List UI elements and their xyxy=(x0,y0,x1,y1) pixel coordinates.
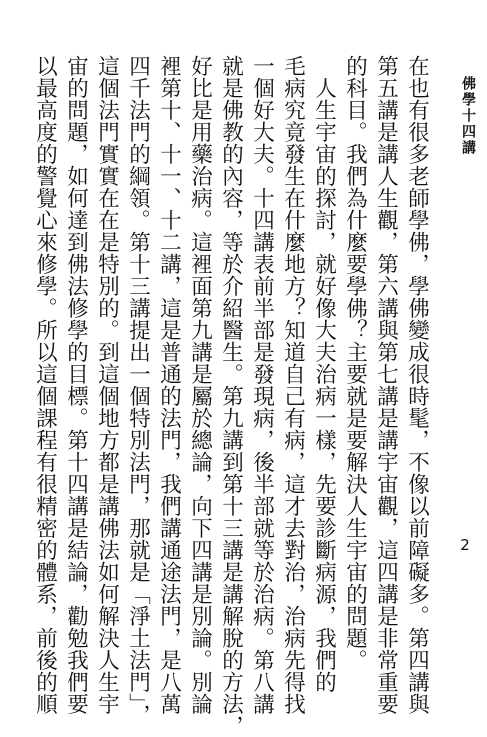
text-column-7: 就是佛教的內容，等於介紹醫生。第九講到第十三講是講解脫的方法， xyxy=(218,55,244,737)
text-column-12: 宙的問題，如何達到佛法修學的目標。第十四講是結論，勸勉我們要 xyxy=(63,55,89,715)
text-column-10: 四千法門的綱領。第十三講提出一個特別法門，那就是「淨土法門」， xyxy=(125,55,151,727)
text-column-5: 毛病究竟發生在什麼地方？知道自己有病，這才去對治，治病先得找 xyxy=(280,55,306,715)
text-column-13: 以最高度的警覺心來修學。所以這個課程有很精密的體系，前後的順 xyxy=(32,55,58,715)
page-number: 2 xyxy=(460,536,470,554)
running-head: 佛學十四講 xyxy=(460,76,476,156)
text-column-4: 人生宇宙的探討，就好像大夫治病一樣，先要診斷病源，我們的 xyxy=(311,77,337,693)
text-column-8: 好比是用藥治病。這裡面第九講是屬於總論，向下四講是別論。別論 xyxy=(187,55,213,715)
text-column-11: 這個法門實實在在是特別的。到這個地方都是講佛法如何解決人生宇 xyxy=(94,55,120,715)
text-column-3: 的科目。我們為什麼要學佛？主要就是要解決人生宇宙的問題。 xyxy=(342,55,368,671)
text-column-9: 裡第十、十一、十二講，這是普通的法門，我們講通途法門，是八萬 xyxy=(156,55,182,715)
text-column-2: 第五講是講人生觀，第六講與第七講是講宇宙觀，這四講是非常重要 xyxy=(373,55,399,715)
text-column-1: 在也有很多老師學佛，學佛變成很時髦，不像以前障礙多。第四講與 xyxy=(404,55,430,715)
text-column-6: 一個好大夫。十四講表前半部是發現病，後半部就等於治病。第八講 xyxy=(249,55,275,715)
